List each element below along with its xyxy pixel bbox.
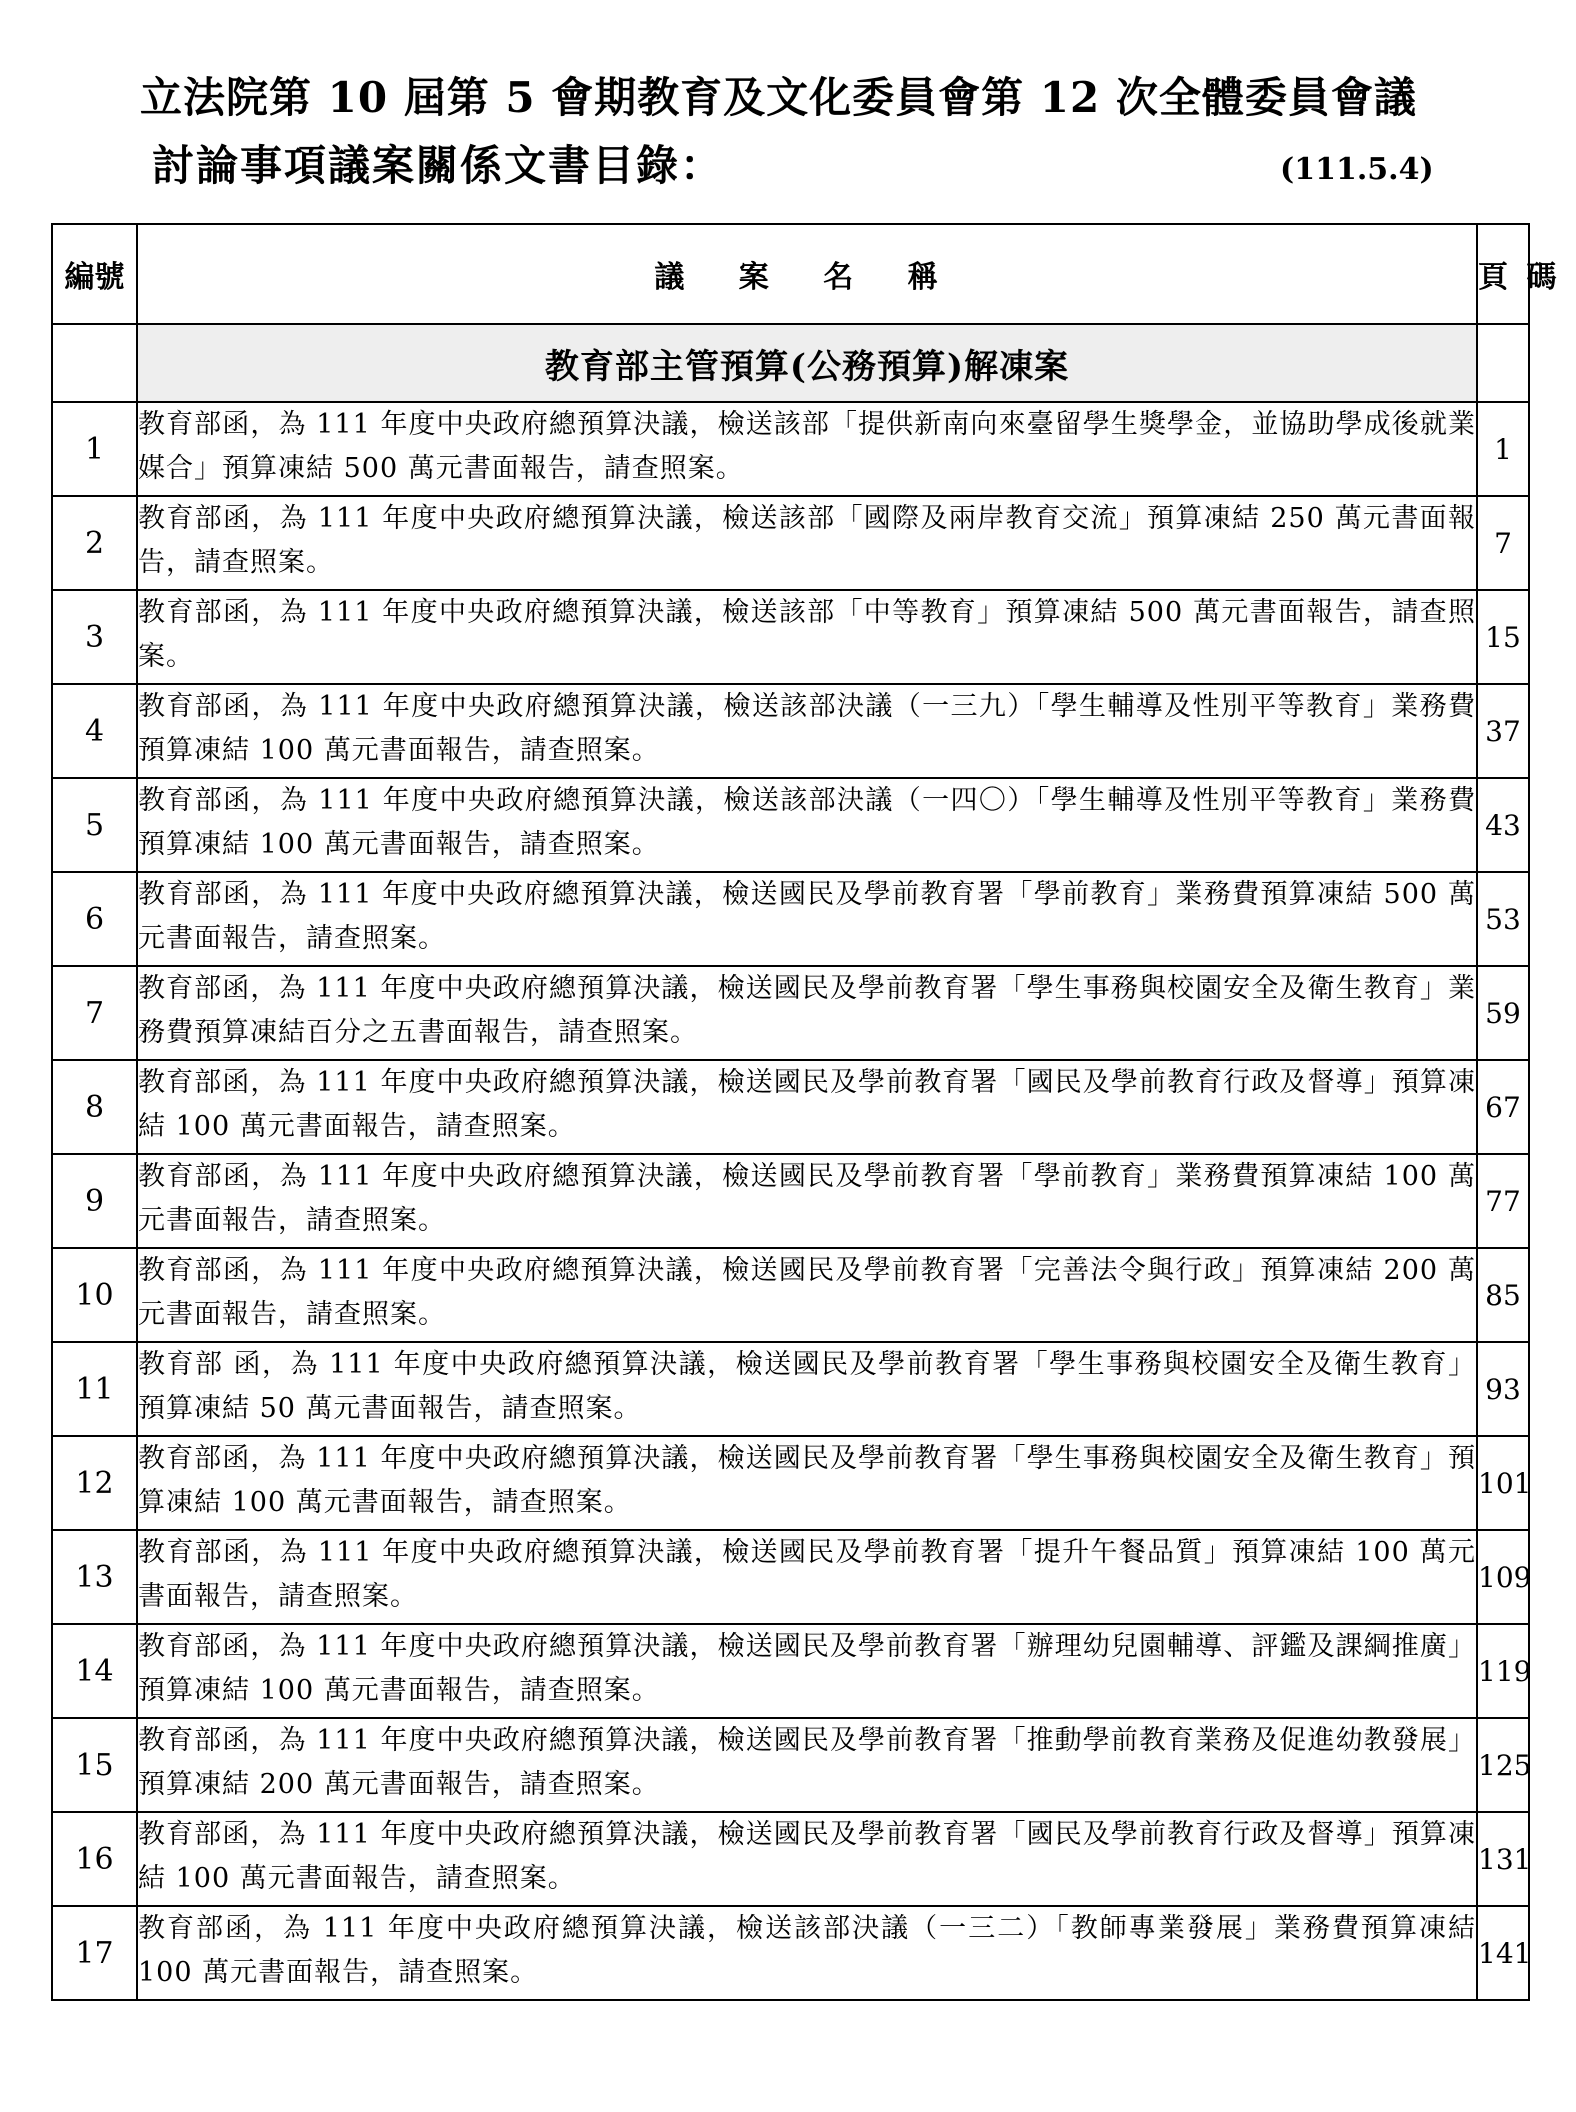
column-header-title: 議 案 名 稱 [137,224,1477,324]
section-title: 教育部主管預算(公務預算)解凍案 [137,324,1477,402]
row-number: 6 [52,872,137,966]
row-page-number: 109 [1477,1530,1529,1624]
row-page-number: 7 [1477,496,1529,590]
row-number: 1 [52,402,137,496]
table-row [52,1060,1529,1154]
table-row [52,1718,1529,1812]
row-number: 7 [52,966,137,1060]
row-title: 教育部函，為 111 年度中央政府總預算決議，檢送國民及學前教育署「學生事務與校園安全及衛生教育」預算凍結 100 萬元書面報告，請查照案。 [137,1436,1477,1530]
row-title: 教育部函，為 111 年度中央政府總預算決議，檢送國民及學前教育署「學生事務與校園安全及衛生教育」業務費預算凍結百分之五書面報告，請查照案。 [137,966,1477,1060]
row-page-number: 53 [1477,872,1529,966]
table-body [52,324,1532,2000]
row-title: 教育部函，為 111 年度中央政府總預算決議，檢送國民及學前教育署「提升午餐品質」預算凍結 100 萬元書面報告，請查照案。 [137,1530,1477,1624]
row-page-number: 77 [1477,1154,1529,1248]
row-title: 教育部 函，為 111 年度中央政府總預算決議，檢送國民及學前教育署「學生事務與校園安全及衛生教育」預算凍結 50 萬元書面報告，請查照案。 [137,1342,1477,1436]
table-row [52,778,1529,872]
table-row [52,1812,1529,1906]
row-number: 3 [52,590,137,684]
row-number: 4 [52,684,137,778]
row-title: 教育部函，為 111 年度中央政府總預算決議，檢送國民及學前教育署「學前教育」業務費預算凍結 500 萬元書面報告，請查照案。 [137,872,1477,966]
document-title: 立法院第 10 屆第 5 會期教育及文化委員會第 12 次全體委員會議 [140,73,1417,122]
row-page-number: 15 [1477,590,1529,684]
row-number: 16 [52,1812,137,1906]
row-page-number: 93 [1477,1342,1529,1436]
row-number: 15 [52,1718,137,1812]
row-number: 5 [52,778,137,872]
row-page-number: 1 [1477,402,1529,496]
table-row [52,872,1529,966]
row-page-number: 141 [1477,1906,1529,2000]
row-number: 11 [52,1342,137,1436]
column-header-number: 編號 [52,224,137,324]
table-header-row [52,224,1529,324]
row-number: 14 [52,1624,137,1718]
row-title: 教育部函，為 111 年度中央政府總預算決議，檢送國民及學前教育署「國民及學前教育行政及督導」預算凍結 100 萬元書面報告，請查照案。 [137,1060,1477,1154]
table-row [52,1530,1529,1624]
row-title: 教育部函，為 111 年度中央政府總預算決議，檢送國民及學前教育署「完善法令與行政」預算凍結 200 萬元書面報告，請查照案。 [137,1248,1477,1342]
row-number: 12 [52,1436,137,1530]
table-row [52,1624,1529,1718]
section-row [52,324,1529,402]
row-title: 教育部函，為 111 年度中央政府總預算決議，檢送該部決議（一三九）「學生輔導及性別平等教育」業務費預算凍結 100 萬元書面報告，請查照案。 [137,684,1477,778]
row-title: 教育部函，為 111 年度中央政府總預算決議，檢送該部「國際及兩岸教育交流」預算凍結 250 萬元書面報告，請查照案。 [137,496,1477,590]
agenda-table [51,223,1561,2001]
row-title: 教育部函，為 111 年度中央政府總預算決議，檢送該部決議（一四〇）「學生輔導及性別平等教育」業務費預算凍結 100 萬元書面報告，請查照案。 [137,778,1477,872]
row-title: 教育部函，為 111 年度中央政府總預算決議，檢送國民及學前教育署「學前教育」業務費預算凍結 100 萬元書面報告，請查照案。 [137,1154,1477,1248]
row-page-number: 85 [1477,1248,1529,1342]
table-row [52,402,1529,496]
table-row [52,1154,1529,1248]
row-page-number: 59 [1477,966,1529,1060]
row-title: 教育部函，為 111 年度中央政府總預算決議，檢送國民及學前教育署「辦理幼兒園輔導、評鑑及課綱推廣」預算凍結 100 萬元書面報告，請查照案。 [137,1624,1477,1718]
row-title: 教育部函，為 111 年度中央政府總預算決議，檢送該部決議（一三二）「教師專業發展」業務費預算凍結 100 萬元書面報告，請查照案。 [137,1906,1477,2000]
row-number: 10 [52,1248,137,1342]
row-title: 教育部函，為 111 年度中央政府總預算決議，檢送國民及學前教育署「國民及學前教育行政及督導」預算凍結 100 萬元書面報告，請查照案。 [137,1812,1477,1906]
section-empty-cell [1477,324,1529,402]
row-page-number: 125 [1477,1718,1529,1812]
section-empty-cell [52,324,137,402]
row-page-number: 119 [1477,1624,1529,1718]
row-title: 教育部函，為 111 年度中央政府總預算決議，檢送國民及學前教育署「推動學前教育業務及促進幼教發展」預算凍結 200 萬元書面報告，請查照案。 [137,1718,1477,1812]
document-date: (111.5.4) [1280,152,1434,187]
row-page-number: 43 [1477,778,1529,872]
row-number: 8 [52,1060,137,1154]
row-number: 2 [52,496,137,590]
table-row [52,1342,1529,1436]
column-header-page: 頁 碼 [1477,224,1529,324]
table-row [52,966,1529,1060]
table-row [52,1436,1529,1530]
table-row [52,590,1529,684]
row-page-number: 37 [1477,684,1529,778]
row-title: 教育部函，為 111 年度中央政府總預算決議，檢送該部「提供新南向來臺留學生獎學金，並協助學成後就業媒合」預算凍結 500 萬元書面報告，請查照案。 [137,402,1477,496]
table-row [52,684,1529,778]
row-title: 教育部函，為 111 年度中央政府總預算決議，檢送該部「中等教育」預算凍結 500 萬元書面報告，請查照案。 [137,590,1477,684]
row-number: 13 [52,1530,137,1624]
table-row [52,1906,1529,2000]
table-row [52,1248,1529,1342]
row-page-number: 67 [1477,1060,1529,1154]
document-subtitle: 討論事項議案關係文書目錄： [152,141,725,190]
row-number: 9 [52,1154,137,1248]
row-page-number: 131 [1477,1812,1529,1906]
row-page-number: 101 [1477,1436,1529,1530]
row-number: 17 [52,1906,137,2000]
table-row [52,496,1529,590]
